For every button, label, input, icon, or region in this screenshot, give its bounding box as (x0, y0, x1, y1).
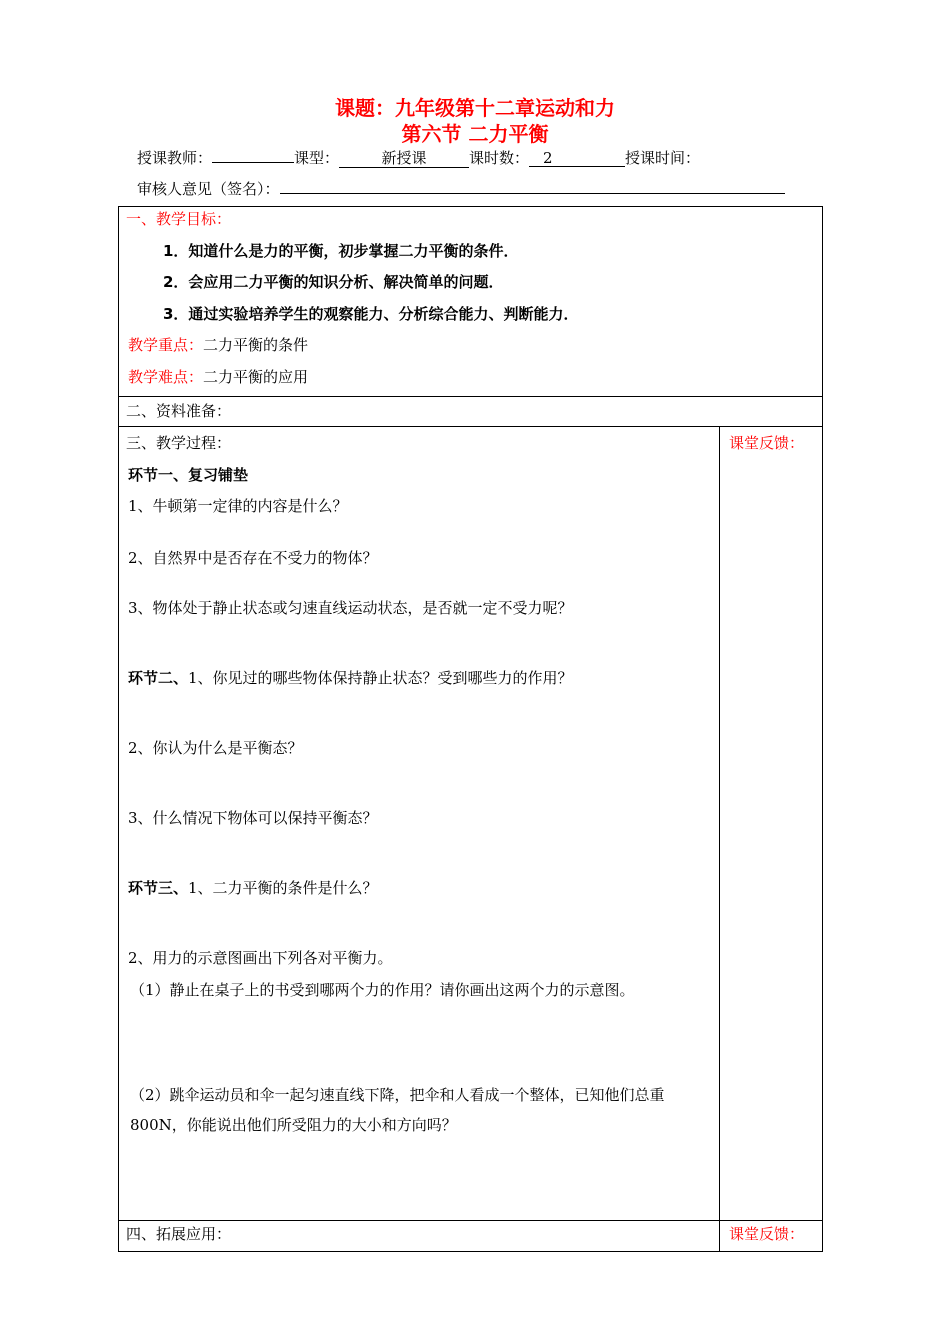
table-border-left (118, 206, 119, 1252)
time-label: 授课时间： (625, 149, 701, 167)
key-point-label: 教学重点： (128, 336, 204, 354)
difficulty-point (128, 366, 308, 387)
column-divider (719, 426, 720, 1252)
question: 1、二力平衡的条件是什么？ (188, 879, 378, 897)
part3-row (128, 877, 378, 898)
section-title: 第六节 二力平衡 (401, 122, 549, 146)
row-divider (118, 426, 823, 427)
part2-row (128, 667, 573, 688)
reviewer-label: 审核人意见（签名）： (137, 180, 280, 198)
question: 1、牛顿第一定律的内容是什么？ (128, 497, 348, 515)
process-heading: 三、教学过程： (126, 434, 232, 452)
reviewer-row (137, 175, 785, 199)
feedback-label: 课堂反馈： (729, 434, 805, 452)
question: 2、自然界中是否存在不受力的物体？ (128, 549, 378, 567)
row-divider (118, 1220, 823, 1221)
sub-question: （2）跳伞运动员和伞一起匀速直线下降，把伞和人看成一个整体，已知他们总重800N，你能说出他们所受阻力的大小和方向吗？ (130, 1086, 665, 1134)
materials-heading: 二、资料准备： (126, 402, 232, 420)
difficulty-value: 二力平衡的应用 (203, 368, 309, 386)
table-border-bottom (118, 1251, 823, 1252)
goal-item: 2．会应用二力平衡的知识分析、解决简单的问题． (163, 273, 504, 291)
hours-field[interactable]: 2 (529, 149, 625, 167)
teacher-field[interactable] (212, 144, 294, 163)
table-border-right (822, 206, 823, 1252)
objectives-heading: 一、教学目标： (126, 210, 232, 228)
reviewer-field[interactable] (280, 175, 785, 194)
question: 2、用力的示意图画出下列各对平衡力。 (128, 949, 393, 967)
part1-title: 环节一、复习铺垫 (128, 466, 249, 484)
difficulty-label: 教学难点： (128, 368, 204, 386)
question: 3、什么情况下物体可以保持平衡态？ (128, 809, 378, 827)
feedback-label: 课堂反馈： (729, 1225, 805, 1243)
row-divider (118, 396, 823, 397)
part3-title: 环节三、 (128, 879, 189, 897)
question: 3、物体处于静止状态或匀速直线运动状态，是否就一定不受力呢？ (128, 599, 573, 617)
key-point (128, 334, 308, 355)
extension-heading: 四、拓展应用： (126, 1225, 232, 1243)
type-label: 课型： (294, 149, 340, 167)
teacher-label: 授课教师： (137, 149, 213, 167)
type-field[interactable]: 新授课 (339, 149, 469, 168)
goal-item: 1．知道什么是力的平衡，初步掌握二力平衡的条件． (163, 242, 519, 260)
part2-title: 环节二、 (128, 669, 189, 687)
table-border-top (118, 206, 823, 207)
lesson-meta-row (137, 144, 700, 168)
lesson-title: 课题：九年级第十二章运动和力 (335, 96, 615, 120)
hours-label: 课时数： (469, 149, 530, 167)
goal-item: 3．通过实验培养学生的观察能力、分析综合能力、判断能力． (163, 305, 579, 323)
sub-question: （1）静止在桌子上的书受到哪两个力的作用？请你画出这两个力的示意图。 (130, 981, 635, 999)
key-point-value: 二力平衡的条件 (203, 336, 309, 354)
question: 1、你见过的哪些物体保持静止状态？受到哪些力的作用？ (188, 669, 573, 687)
question: 2、你认为什么是平衡态？ (128, 739, 303, 757)
